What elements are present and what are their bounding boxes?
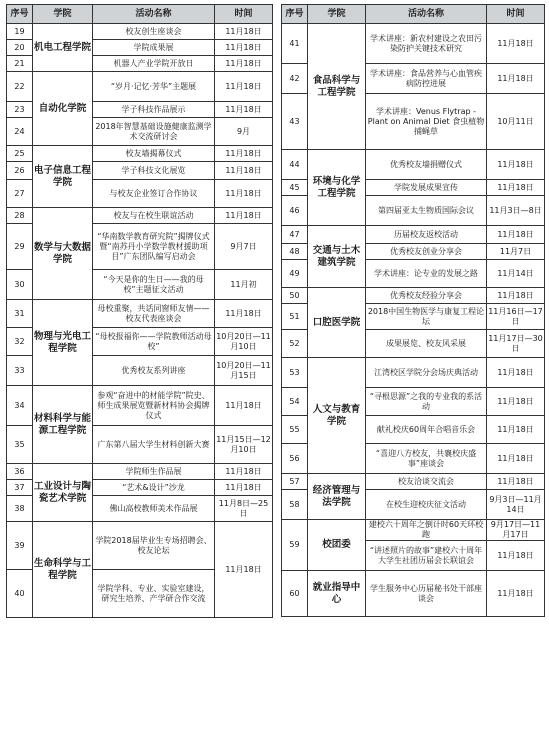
activity-time: 11月初 [215, 270, 273, 300]
row-number: 36 [7, 464, 33, 480]
activity-name: 学生服务中心历届秘书处干部座谈会 [366, 571, 487, 617]
activity-time: 11月18日 [215, 480, 273, 496]
activity-time: 11月18日 [487, 288, 545, 304]
row-number: 31 [7, 300, 33, 328]
row-number: 24 [7, 118, 33, 146]
activity-time: 9月3日—11月14日 [487, 490, 545, 520]
department-cell: 就业指导中心 [308, 571, 366, 617]
row-number: 59 [282, 520, 308, 571]
activity-time: 11月7日 [487, 244, 545, 260]
row-number: 52 [282, 330, 308, 358]
activity-time: 11月3日—8日 [487, 196, 545, 226]
activity-name: “讲述照片的故事”建校六十周年大学生社团历届会长联谊会 [366, 541, 487, 571]
activity-name: 学院发展成果宣传 [366, 180, 487, 196]
table-row [7, 146, 273, 162]
activity-time: 11月18日 [487, 180, 545, 196]
activity-time: 11月14日 [487, 260, 545, 288]
activity-name: 校友与在校生联谊活动 [93, 208, 215, 224]
activity-name: 学子科技作品展示 [93, 102, 215, 118]
department-cell: 食品科学与工程学院 [308, 24, 366, 150]
table-row [7, 386, 273, 426]
department-cell: 人文与教育学院 [308, 358, 366, 474]
table-row [7, 300, 273, 328]
department-cell: 数学与大数据学院 [33, 208, 93, 300]
header-dept: 学院 [33, 5, 93, 24]
activity-time: 11月18日 [215, 162, 273, 180]
activity-name: 在校生迎校庆征文活动 [366, 490, 487, 520]
activity-time: 11月18日 [215, 72, 273, 102]
department-cell: 生命科学与工程学院 [33, 522, 93, 618]
activity-name: 2018中国生物医学与康复工程论坛 [366, 304, 487, 330]
activity-time: 11月16日—17日 [487, 304, 545, 330]
activity-time: 11月15日—12月10日 [215, 426, 273, 464]
activity-name: 学术讲座：新农村建设之农田污染防护关键技术研究 [366, 24, 487, 64]
table-row [7, 522, 273, 570]
row-number: 41 [282, 24, 308, 64]
activity-time: 9月 [215, 118, 273, 146]
activity-time: 11月18日 [487, 444, 545, 474]
row-number: 35 [7, 426, 33, 464]
activity-time: 11月18日 [215, 522, 273, 618]
activity-name: 参观“奋进中的材能学院”院史、师生成果展览暨新材料协会揭牌仪式 [93, 386, 215, 426]
activity-name: 学术讲座：Venus Flytrap - Plant on Animal Diet 食虫植物捕蝇草 [366, 94, 487, 150]
activity-time: 10月20日—11月10日 [215, 328, 273, 356]
activity-name: 江湾校区学院分会场庆典活动 [366, 358, 487, 388]
activity-time: 11月18日 [215, 24, 273, 40]
table-row [282, 24, 545, 64]
activity-name: 母校重聚，共话同窗师友情——校友代表座谈会 [93, 300, 215, 328]
row-number: 58 [282, 490, 308, 520]
row-number: 51 [282, 304, 308, 330]
department-cell: 工业设计与陶瓷艺术学院 [33, 464, 93, 522]
activity-name: 学院学科、专业、实验室建设，研究生培养、产学研合作交流 [93, 570, 215, 618]
activity-name: “今天是你的生日——我的母校”主题征文活动 [93, 270, 215, 300]
row-number: 53 [282, 358, 308, 388]
activity-time: 11月18日 [215, 102, 273, 118]
activity-name: “岁月·记忆·芳华”主题展 [93, 72, 215, 102]
row-number: 23 [7, 102, 33, 118]
activity-time: 11月8日—25日 [215, 496, 273, 522]
row-number: 55 [282, 416, 308, 444]
activity-name: 学子科技文化展览 [93, 162, 215, 180]
row-number: 49 [282, 260, 308, 288]
department-cell: 机电工程学院 [33, 24, 93, 72]
activity-name: 历届校友返校活动 [366, 226, 487, 244]
activity-time: 11月18日 [487, 541, 545, 571]
activity-time: 11月18日 [487, 150, 545, 180]
row-number: 60 [282, 571, 308, 617]
department-cell: 物理与光电工程学院 [33, 300, 93, 386]
activity-name: 学术讲座：食品营养与心血管疾病防控进展 [366, 64, 487, 94]
activity-name: 优秀校友创业分享会 [366, 244, 487, 260]
table-row [282, 358, 545, 388]
row-number: 43 [282, 94, 308, 150]
activity-time: 11月18日 [487, 358, 545, 388]
row-number: 27 [7, 180, 33, 208]
header-no: 序号 [7, 5, 33, 24]
activity-name: 与校友企业签订合作协议 [93, 180, 215, 208]
row-number: 50 [282, 288, 308, 304]
department-cell: 环境与化学工程学院 [308, 150, 366, 226]
row-number: 33 [7, 356, 33, 386]
activity-time: 10月11日 [487, 94, 545, 150]
header-dept: 学院 [308, 5, 366, 24]
activity-name: “喜迎八方校友，共襄校庆盛事”座谈会 [366, 444, 487, 474]
activity-name: 学术讲座：论专业的发展之路 [366, 260, 487, 288]
department-cell: 自动化学院 [33, 72, 93, 146]
table-row [7, 72, 273, 102]
activity-time: 11月18日 [215, 40, 273, 56]
activity-time: 11月18日 [487, 226, 545, 244]
activity-time: 11月18日 [215, 146, 273, 162]
row-number: 56 [282, 444, 308, 474]
table-row [282, 226, 545, 244]
activity-table-left [6, 4, 273, 618]
activity-time: 11月18日 [215, 180, 273, 208]
activity-name: “母校报福你——学院教师活动母校” [93, 328, 215, 356]
department-cell: 交通与土木建筑学院 [308, 226, 366, 288]
row-number: 38 [7, 496, 33, 522]
activity-name: 献礼校庆60周年合唱音乐会 [366, 416, 487, 444]
table-row [7, 24, 273, 40]
activity-time: 11月18日 [487, 24, 545, 64]
activity-name: 优秀校友系列讲座 [93, 356, 215, 386]
activity-name: 学院师生作品展 [93, 464, 215, 480]
row-number: 48 [282, 244, 308, 260]
row-number: 30 [7, 270, 33, 300]
department-cell: 材料科学与能源工程学院 [33, 386, 93, 464]
row-number: 40 [7, 570, 33, 618]
row-number: 25 [7, 146, 33, 162]
activity-name: 机器人产业学院开放日 [93, 56, 215, 72]
department-cell: 口腔医学院 [308, 288, 366, 358]
activity-time: 11月18日 [215, 208, 273, 224]
department-cell: 校团委 [308, 520, 366, 571]
header-time: 时间 [215, 5, 273, 24]
activity-time: 11月18日 [487, 388, 545, 416]
activity-name: “华南数学教育研究院”揭牌仪式暨“南苏丹小学数学教材援助项目”广东团队编写启动会 [93, 224, 215, 270]
activity-name: 佛山高校教师美术作品展 [93, 496, 215, 522]
table-row [282, 571, 545, 617]
row-number: 37 [7, 480, 33, 496]
row-number: 26 [7, 162, 33, 180]
activity-name: 校友洽谈交流会 [366, 474, 487, 490]
activity-name: 优秀校友经验分享会 [366, 288, 487, 304]
header-activity: 活动名称 [366, 5, 487, 24]
header-time: 时间 [487, 5, 545, 24]
row-number: 22 [7, 72, 33, 102]
activity-time: 9月17日—11月17日 [487, 520, 545, 541]
row-number: 45 [282, 180, 308, 196]
activity-name: 第四届亚太生物质国际会议 [366, 196, 487, 226]
row-number: 34 [7, 386, 33, 426]
activity-time: 11月18日 [487, 474, 545, 490]
row-number: 42 [282, 64, 308, 94]
table-row [282, 520, 545, 541]
row-number: 57 [282, 474, 308, 490]
activity-name: 优秀校友墙捐赠仪式 [366, 150, 487, 180]
activity-name: 学院成果展 [93, 40, 215, 56]
table-row [7, 464, 273, 480]
header-activity: 活动名称 [93, 5, 215, 24]
activity-name: 建校六十周年之倒计时60天环校跑 [366, 520, 487, 541]
row-number: 28 [7, 208, 33, 224]
activity-time: 10月20日—11月15日 [215, 356, 273, 386]
activity-time: 11月18日 [215, 56, 273, 72]
row-number: 39 [7, 522, 33, 570]
row-number: 44 [282, 150, 308, 180]
activity-table-right [281, 4, 545, 617]
activity-name: “寻根思源”之我的专业我的系活动 [366, 388, 487, 416]
activity-time: 11月17日—30日 [487, 330, 545, 358]
row-number: 20 [7, 40, 33, 56]
activity-name: 成果展览、校友风采展 [366, 330, 487, 358]
activity-name: 学院2018届毕业生专场招聘会、校友论坛 [93, 522, 215, 570]
activity-time: 11月18日 [215, 386, 273, 426]
activity-name: 2018年智慧基础设施健康监测学术交流研讨会 [93, 118, 215, 146]
activity-name: 校友创生座谈会 [93, 24, 215, 40]
row-number: 47 [282, 226, 308, 244]
activity-time: 11月18日 [487, 416, 545, 444]
activity-time: 11月18日 [215, 464, 273, 480]
row-number: 32 [7, 328, 33, 356]
row-number: 29 [7, 224, 33, 270]
activity-time: 11月18日 [487, 64, 545, 94]
table-row [282, 288, 545, 304]
row-number: 54 [282, 388, 308, 416]
activity-time: 9月7日 [215, 224, 273, 270]
department-cell: 电子信息工程学院 [33, 146, 93, 208]
table-row [282, 150, 545, 180]
activity-name: “艺术&设计”沙龙 [93, 480, 215, 496]
row-number: 19 [7, 24, 33, 40]
department-cell: 经济管理与法学院 [308, 474, 366, 520]
activity-time: 11月18日 [487, 571, 545, 617]
row-number: 21 [7, 56, 33, 72]
activity-time: 11月18日 [215, 300, 273, 328]
activity-name: 校友墙揭幕仪式 [93, 146, 215, 162]
table-row [7, 208, 273, 224]
table-row [282, 474, 545, 490]
activity-name: 广东第八届大学生材料创新大赛 [93, 426, 215, 464]
row-number: 46 [282, 196, 308, 226]
header-no: 序号 [282, 5, 308, 24]
